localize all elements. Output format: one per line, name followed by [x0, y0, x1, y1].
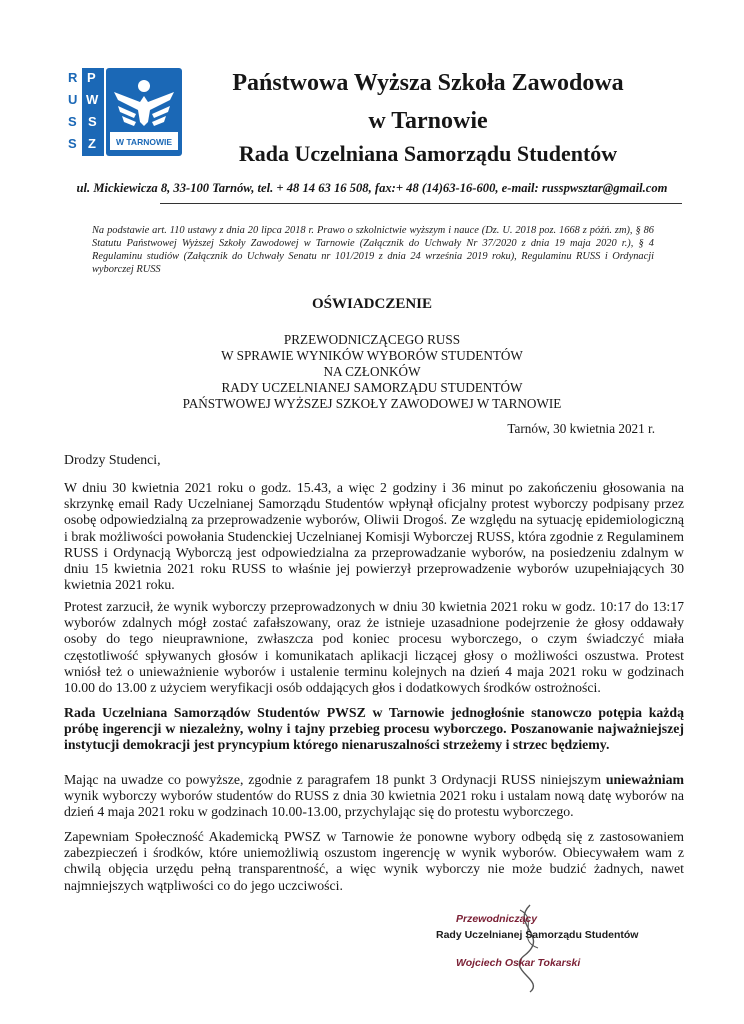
subtitle-line: PAŃSTWOWEJ WYŻSZEJ SZKOŁY ZAWODOWEJ W TARNOWIE	[182, 396, 562, 411]
document-title: OŚWIADCZENIE	[311, 296, 433, 312]
subtitle-line: W SPRAWIE WYNIKÓW WYBORÓW STUDENTÓW	[221, 348, 523, 363]
logo-graphic	[66, 66, 184, 158]
document-subtitle	[120, 332, 624, 412]
legal-basis: Na podstawie art. 110 ustawy z dnia 20 lipca 2018 r. Prawo o szkolnictwie wyższym i nauce (Dz. U. 2018 poz. 1668 z późń. zm), § 86 Statutu Państwowej Wyższej Szkoły Zawodowej w Tarnowie (Załącznik do Uchwały Nr 37/2020 z dnia 19 maja 2020 r.), § 4 Regulaminu studiów (Załącznik do Uchwały Senatu nr 101/2019 z dnia 24 września 2019 roku), Regulaminu RUSS i Ordynacji wyborczej RUSS	[92, 225, 654, 275]
logo-letter: U	[68, 92, 78, 107]
subtitle-line: NA CZŁONKÓW	[323, 364, 421, 379]
logo-caption: W TARNOWIE	[115, 137, 173, 147]
paragraph-protest-claims: Protest zarzucił, że wynik wyborczy przeprowadzonych w dniu 30 kwietnia 2021 roku w godz. 10:17 do 13:17 wyborów zdalnych mógł zostać zafałszowany, oraz że istnieje uzasadnione podejrzenie że głosy oddawały osoby do tego nieuprawnione, zwłaszcza pod koniec procesu wyborczego, o czym świadczyć miała częstotliwość spływanych głosów i komunikatach aplikacji liczącej głosy o możliwości oszustwa. Protest wniósł też o unieważnienie wyborów i ustalenie terminu kolejnych na dzień 4 maja 2021 roku w godzinach 10.00 do 13.00 z użyciem weryfikacji osób oddających głos i dodatkowych środków ostrożności.	[64, 599, 684, 696]
document-date: Tarnów, 30 kwietnia 2021 r.	[507, 421, 655, 436]
logo-letter: S	[68, 136, 77, 151]
org-city: w Tarnowie	[368, 108, 488, 134]
paragraph-condemnation: Rada Uczelniana Samorządów Studentów PWSZ w Tarnowie jednogłośnie stanowczo potępia każdą próbę ingerencji w niezależny, wolny i tajny przebieg procesu wyborczego. Poszanowanie najważniejszej instytucji demokracji jest pryncypium którego nienaruszalności strzeżemy i strzec będziemy.	[64, 705, 684, 753]
council-name: Rada Uczelniana Samorządu Studentów	[238, 141, 618, 166]
contact-line: ul. Mickiewicza 8, 33-100 Tarnów, tel. + 48 14 63 16 508, fax:+ 48 (14)63-16-600, e-mail: russpwsztar@gmail.com	[76, 181, 668, 195]
decision-keyword: unieważniam	[605, 772, 684, 787]
subtitle-line: PRZEWODNICZĄCEGO RUSS	[283, 332, 461, 347]
org-name: Państwowa Wyższa Szkoła Zawodowa	[232, 70, 624, 96]
signature-org: Rady Uczelnianej Samorządu Studentów	[436, 929, 639, 941]
logo-letter: S	[68, 114, 77, 129]
header-divider	[160, 203, 682, 204]
signature-name: Wojciech Oskar Tokarski	[456, 957, 581, 969]
decision-text: Mając na uwadze co powyższe, zgodnie z paragrafem 18 punkt 3 Ordynacji RUSS niniejszym	[64, 772, 606, 787]
signature-role: Przewodniczący	[456, 913, 538, 925]
logo-letter: S	[88, 114, 97, 129]
paragraph-decision	[64, 772, 684, 821]
logo-letter: Z	[88, 136, 96, 151]
logo-letter: W	[86, 92, 99, 107]
paragraph-protest-received: W dniu 30 kwietnia 2021 roku o godz. 15.43, a więc 2 godziny i 36 minut po zakończeniu głosowania na skrzynkę email Rady Uczelnianej Samorządu Studentów wpłynął oficjalny protest wyborczy podpisany przez osobę odpowiedzialną za przeprowadzenie wyborów, Oliwii Drogoś. Ze względu na sytuację epidemiologiczną i brak możliwości powołania Studenckiej Uczelnianej Komisji Wyborczej RUSS, która zgodnie z Regulaminem RUSS i Ordynacją Wyborczą jest odpowiedzialna za przeprowadzanie wyborów, na posiedzeniu zdalnym w dniu 15 kwietnia 2021 roku RUSS to właśnie jej powierzył przeprowadzenie wyborów uzupełniających 30 kwietnia 2021 roku.	[64, 480, 684, 593]
subtitle-line: RADY UCZELNIANEJ SAMORZĄDU STUDENTÓW	[221, 380, 523, 395]
logo-letter: P	[87, 70, 96, 85]
logo-letter: R	[68, 70, 78, 85]
russ-logo	[66, 66, 184, 158]
greeting: Drodzy Studenci,	[64, 452, 161, 467]
paragraph-assurance: Zapewniam Społeczność Akademicką PWSZ w Tarnowie że ponowne wybory odbędą się z zastosowaniem zabezpieczeń i środków, które uniemożliwią oszustom ingerencję w wynik wyborów. Obiecywałem wam z chwilą objęcia urzędu pełną transparentność, a więc wynik wyborczy nie może budzić żadnych, nawet najmniejszych wątpliwości co do jego uczciwości.	[64, 829, 684, 893]
decision-text: wynik wyborczy wyborów studentów do RUSS z dnia 30 kwietnia 2021 roku i ustalam nową datę wyborów na dzień 4 maja 2021 roku w godzinach 10.00-13.00, przychylając się do protestu wyborczego.	[64, 788, 684, 820]
